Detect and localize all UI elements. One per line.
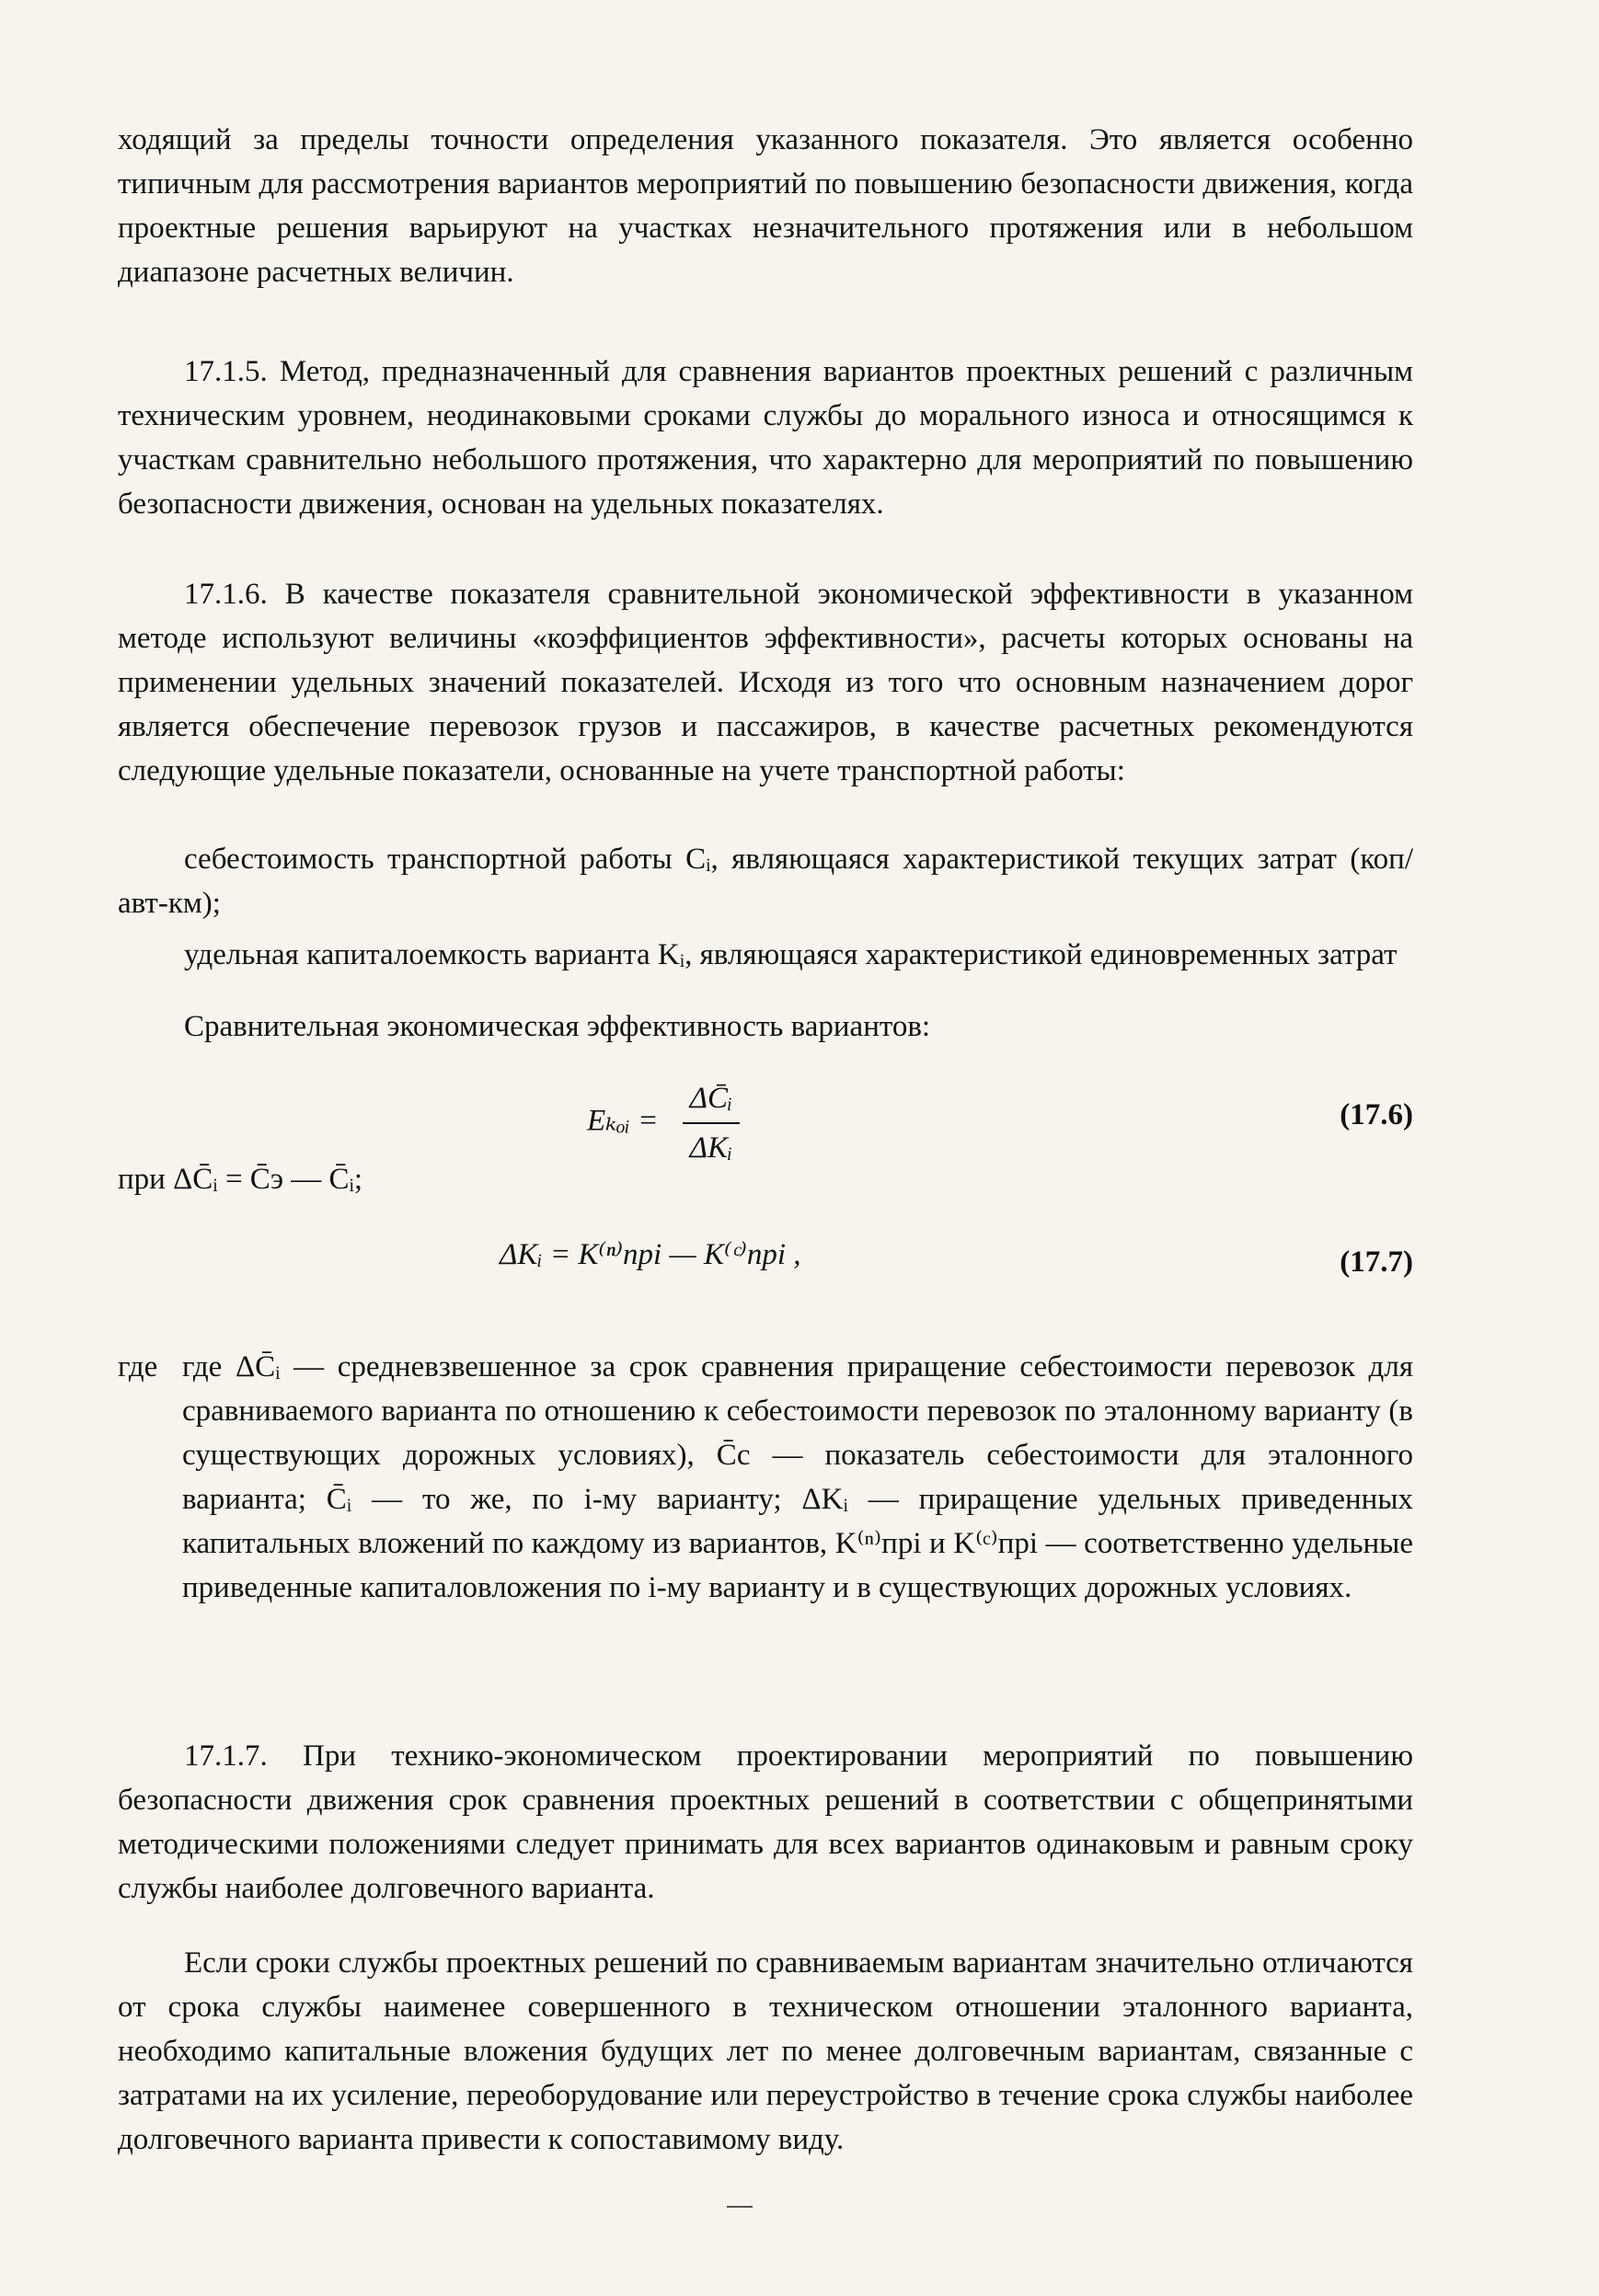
formula-17-6-number: (17.6) [1340,1098,1413,1131]
where-label: где [118,1350,158,1383]
paragraph-3 [118,572,1413,793]
formula-17-7-expression: ΔKᵢ = K⁽ⁿ⁾прi — K⁽ᶜ⁾прi , [500,1238,801,1271]
formula-17-7-number: (17.7) [1340,1246,1413,1279]
paragraph-6 [118,1004,1413,1049]
formula-17-6-expression [587,1076,740,1170]
paragraph-4 [118,828,1413,925]
paragraph-text: Сравнительная экономическая эффективность вариантов: [184,1010,931,1043]
formula-17-6-numerator: ΔC̄ᵢ [683,1076,741,1124]
paragraph-7 [118,1157,1413,1201]
paragraph-text: Если сроки службы проектных решений по сравниваемым вариантам значительно отличаются от срока службы наименее совершенного в техническом отношении эталонного варианта, необходимо капитальные вложения будущих лет по менее долговечным вариантам, связанные с затратами на их усиление, переоборудование или переустройство в течение срока службы наиболее долговечного варианта привести к сопоставимому виду. [118,1946,1413,2156]
paragraph-9 [118,1734,1413,1911]
explanation-block [118,1345,1413,1610]
formula-17-7 [118,1223,1413,1303]
formula-17-6 [118,1076,1413,1165]
explanation-text: где ΔC̄ᵢ — средневзвешенное за срок сравнения приращение себестоимости перевозок для сравниваемого варианта по отношению к себестоимости перевозок по эталонному варианту (в существующих дорожных условиях), C̄с — показатель себестоимости для эталонного варианта; C̄ᵢ — то же, по i-му варианту; ΔKᵢ — приращение удельных приведенных капитальных вложений по каждому из вариантов, K⁽ⁿ⁾прi и K⁽ᶜ⁾прi — соответственно удельные приведенные капиталовложения по i-му варианту и в существующих дорожных условиях. [182,1350,1413,1604]
paragraph-1 [118,118,1413,294]
paragraph-text: 17.1.6. В качестве показателя сравнительной экономической эффективности в указанном методе используют величины «коэффициентов эффективности», расчеты которых основаны на применении удельных значений показателей. Исходя из того что основным назначением дорог является обеспечение перевозок грузов и пассажиров, в качестве расчетных рекомендуются следующие удельные показатели, основанные на учете транспортной работы: [118,578,1413,787]
paragraph-text: 17.1.7. При технико-экономическом проектировании мероприятий по повышению безопасности движения срок сравнения проектных решений в соответствии с общепринятыми методическими положениями следует принимать для всех вариантов одинаковым и равным сроку службы наиболее долговечного варианта. [118,1739,1413,1905]
formula-17-6-denominator: ΔKᵢ [689,1131,733,1165]
formula-17-6-left: Eₖₒᵢ = [587,1104,659,1138]
paragraph-text: себестоимость транспортной работы Cᵢ, являющаяся характеристикой текущих затрат (коп/авт-км); [118,843,1413,920]
formula-17-6-fraction [683,1076,741,1170]
paragraph-2 [118,350,1413,526]
paragraph-text: при ΔC̄ᵢ = C̄э — C̄ᵢ; [118,1163,363,1196]
paragraph-text: 17.1.5. Метод, предназначенный для сравнения вариантов проектных решений с различным техническим уровнем, неодинаковыми сроками службы до морального износа и относящимся к участкам сравнительно небольшого протяжения, что характерно для мероприятий по повышению безопасности движения, основан на удельных показателях. [118,355,1413,521]
footer-dash [727,2206,753,2208]
paragraph-5 [118,924,1413,977]
paragraph-text: удельная капиталоемкость варианта Kᵢ, являющаяся характеристикой единовременных затрат [184,938,1398,971]
paragraph-text: ходящий за пределы точности определения указанного показателя. Это является особенно типичным для рассмотрения вариантов мероприятий по повышению безопасности движения, когда проектные решения варьируют на участках незначительного протяжения или в небольшом диапазоне расчетных величин. [118,123,1413,289]
paragraph-10 [118,1941,1413,2162]
